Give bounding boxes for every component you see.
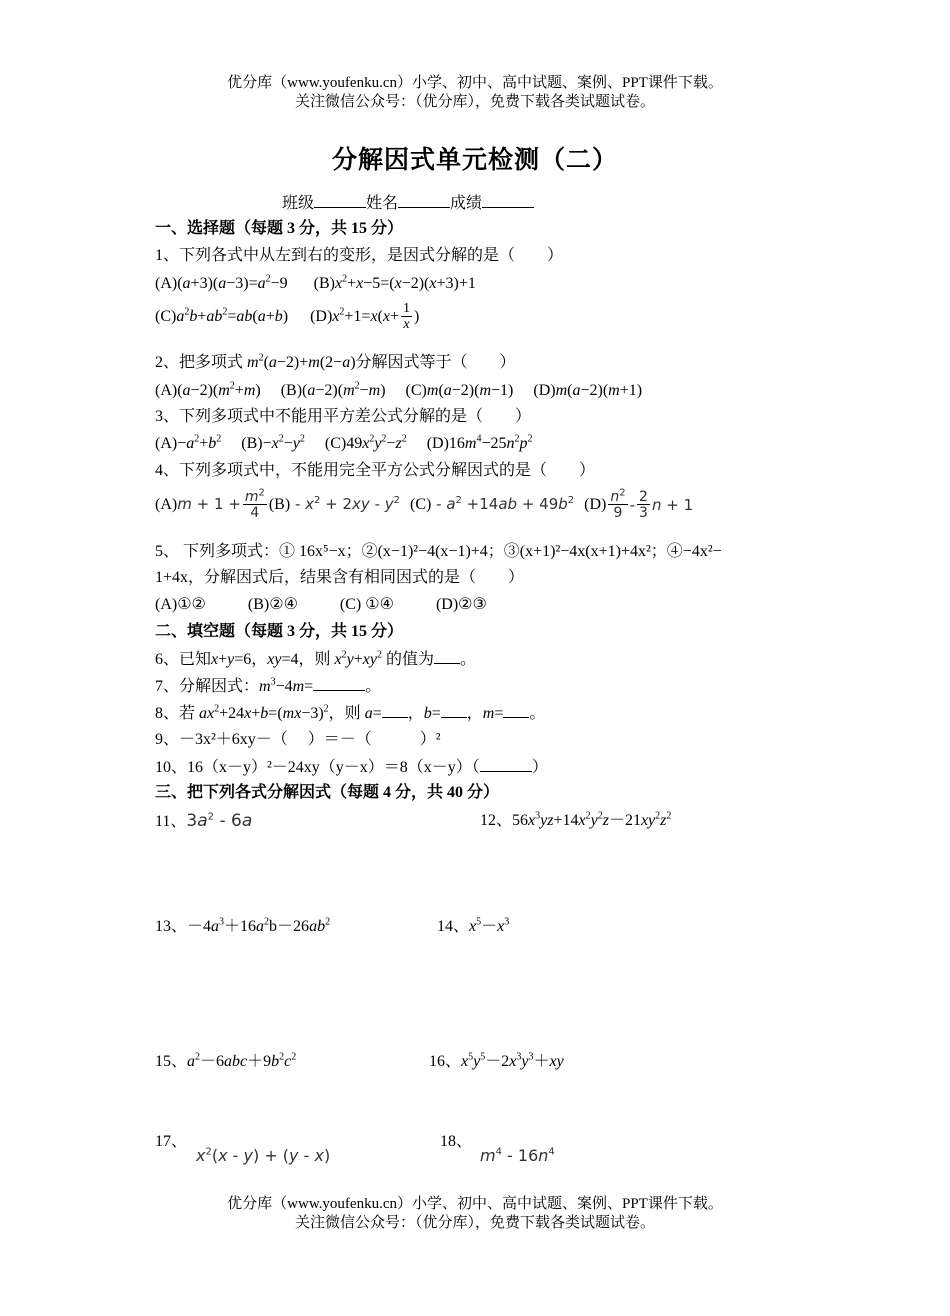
question-6-blank[interactable] — [434, 649, 460, 664]
question-2-suffix: 分解因式等于（ ） — [355, 354, 516, 371]
question-8-blank-m[interactable] — [503, 703, 529, 718]
question-16: 16、$x^5y^5-2x^3y^3+xy$ — [429, 1051, 564, 1070]
score-blank[interactable] — [482, 193, 534, 208]
class-label: 班级 — [282, 195, 315, 212]
question-5-option-b: (B)②④ — [247, 596, 298, 613]
question-10: 10、16（x－y）²－24xy（y－x）＝8（x－y）（ ） — [155, 759, 548, 776]
question-13: 13、$-4a^3+16a^2b-26ab^2$ — [155, 916, 331, 935]
question-5-line-1: 5、 下列多项式：① 16x⁵−x；②(x−1)²−4(x−1)+4；③(x+1)²−4x(x+1)+4x²；④−4x²− — [155, 543, 722, 560]
question-13-number: 13、 — [155, 918, 188, 935]
header-line-1: 优分库（www.youfenku.cn）小学、初中、高中试题、案例、PPT课件下载。 — [227, 75, 723, 91]
section-2-heading: 二、填空题（每题 3 分，共 15 分） — [155, 623, 404, 640]
score-label: 成绩 — [450, 195, 483, 212]
question-1-stem: 1、下列各式中从左到右的变形，是因式分解的是（ ） — [155, 247, 564, 264]
footer-line-2: 关注微信公众号：（优分库），免费下载各类试题试卷。 — [294, 1215, 655, 1231]
question-5-options — [155, 595, 487, 614]
section-1-heading: 一、选择题（每题 3 分，共 15 分） — [155, 220, 404, 237]
question-4-options: (A)m + 1 + $\frac{m^2}{4}$ $(B) - x^2 + 2xy - y^2$ $(C) - a^2 +14ab + 49b^2$ (D) $\frac{n^2}{9}$ - $\frac{2}{3}$ n + 1 — [155, 487, 694, 521]
question-1-options-row-1: $(A)(a+3)(a-3)=a^2-9$ $(B)x^2+x-5=(x-2)(x+3)+1$ — [155, 273, 476, 292]
section-3-heading: 三、把下列各式分解因式（每题 4 分，共 40 分） — [155, 784, 500, 801]
footer-line-1: 优分库（www.youfenku.cn）小学、初中、高中试题、案例、PPT课件下载。 — [227, 1196, 723, 1212]
question-15-number: 15、 — [155, 1053, 188, 1070]
name-label: 姓名 — [366, 195, 399, 212]
question-2-options: $(A)(a-2)(m^2+m)$ $(B)(a-2)(m^2-m)$ (C)m(a−2)(m−1) (D)m(a−2)(m+1) — [155, 380, 643, 399]
question-10-text: 10、16（x－y）²－24xy（y－x）＝8（x－y）（ — [155, 759, 480, 776]
question-8-prefix: 8、若 — [155, 705, 196, 722]
fraction-m2-over-4: $\frac{m^2}{4}$ — [244, 487, 265, 521]
question-16-number: 16、 — [429, 1053, 462, 1070]
question-12: 12、$56x^3yz+14x^2y^2z-21xy^2z^2$ — [480, 810, 672, 829]
question-11-number: 11、 — [155, 813, 187, 830]
question-5-line-2: 1+4x，分解因式后，结果含有相同因式的是（ ） — [155, 569, 525, 586]
question-14: 14、$x^5-x^3$ — [437, 916, 510, 935]
fraction-2-over-3: $\frac{2}{3}$ — [639, 489, 648, 521]
question-17-expression: $x^2(x - y) + (y - x)$ — [196, 1146, 331, 1165]
question-9: 9、－3x²＋6xy－（ ）＝－（ ）² — [155, 731, 441, 748]
question-8: 8、若 $ax^2+24x+b=(mx-3)^2$，则 a= ，b= ，m= 。 — [155, 703, 546, 722]
fraction-n2-over-9: $\frac{n^2}{9}$ — [610, 487, 626, 521]
question-5-option-d: (D)②③ — [435, 596, 487, 613]
page-title: 分解因式单元检测（二） — [331, 147, 618, 174]
question-7-prefix: 7、分解因式： — [155, 678, 260, 695]
question-6: 6、已知x+y=6，xy=4，则 $x^2y+xy^2$ 的值为 。 — [155, 649, 477, 668]
question-7: 7、分解因式：$m^3-4m=$ 。 — [155, 676, 382, 695]
question-7-blank[interactable] — [313, 676, 365, 691]
fraction-1-over-x: $\frac{1}{x}$ — [403, 301, 411, 332]
question-5-option-a: (A)①② — [155, 596, 206, 613]
question-11: 11、$3a^2 - 6a$ — [155, 811, 253, 831]
question-14-number: 14、 — [437, 918, 470, 935]
question-10-blank[interactable] — [480, 757, 532, 772]
question-8-blank-a[interactable] — [382, 703, 408, 718]
question-3-stem: 3、下列多项式中不能用平方差公式分解的是（ ） — [155, 408, 532, 425]
question-12-number: 12、 — [480, 812, 513, 829]
question-17-number: 17、 — [155, 1133, 188, 1150]
question-4-stem: 4、下列多项式中，不能用完全平方公式分解因式的是（ ） — [155, 462, 596, 479]
question-2-stem: 2、把多项式 $m^2(a-2)+m(2-a)$分解因式等于（ ） — [155, 352, 516, 371]
question-15: 15、$a^2-6abc+9b^2c^2$ — [155, 1051, 297, 1070]
question-3-options: $(A)-a^2+b^2$ $(B)-x^2-y^2$ $(C)49x^2y^2-z^2$ $(D)16m^4-25n^2p^2$ — [155, 433, 533, 452]
question-6-prefix: 6、已知 — [155, 651, 212, 668]
question-2-prefix: 2、把多项式 — [155, 354, 244, 371]
question-17-number-line — [155, 1132, 187, 1151]
question-18-number: 18、 — [440, 1133, 473, 1150]
class-blank[interactable] — [314, 193, 366, 208]
question-1-options-row-2: $(C)a^2b+ab^2=ab(a+b)$ $(D)x^2+1=x(x+$ $\frac{1}{x}$ ) — [155, 301, 420, 332]
name-blank[interactable] — [398, 193, 450, 208]
question-18-number-line — [440, 1132, 472, 1151]
question-5-option-c: (C) ①④ — [339, 596, 394, 613]
header-line-2: 关注微信公众号：（优分库），免费下载各类试题试卷。 — [294, 94, 655, 110]
question-18-expression: $m^4 - 16n^4$ — [480, 1146, 555, 1165]
student-info — [282, 193, 534, 213]
question-8-blank-b[interactable] — [441, 703, 467, 718]
question-6-suffix: 的值为 — [385, 651, 434, 668]
